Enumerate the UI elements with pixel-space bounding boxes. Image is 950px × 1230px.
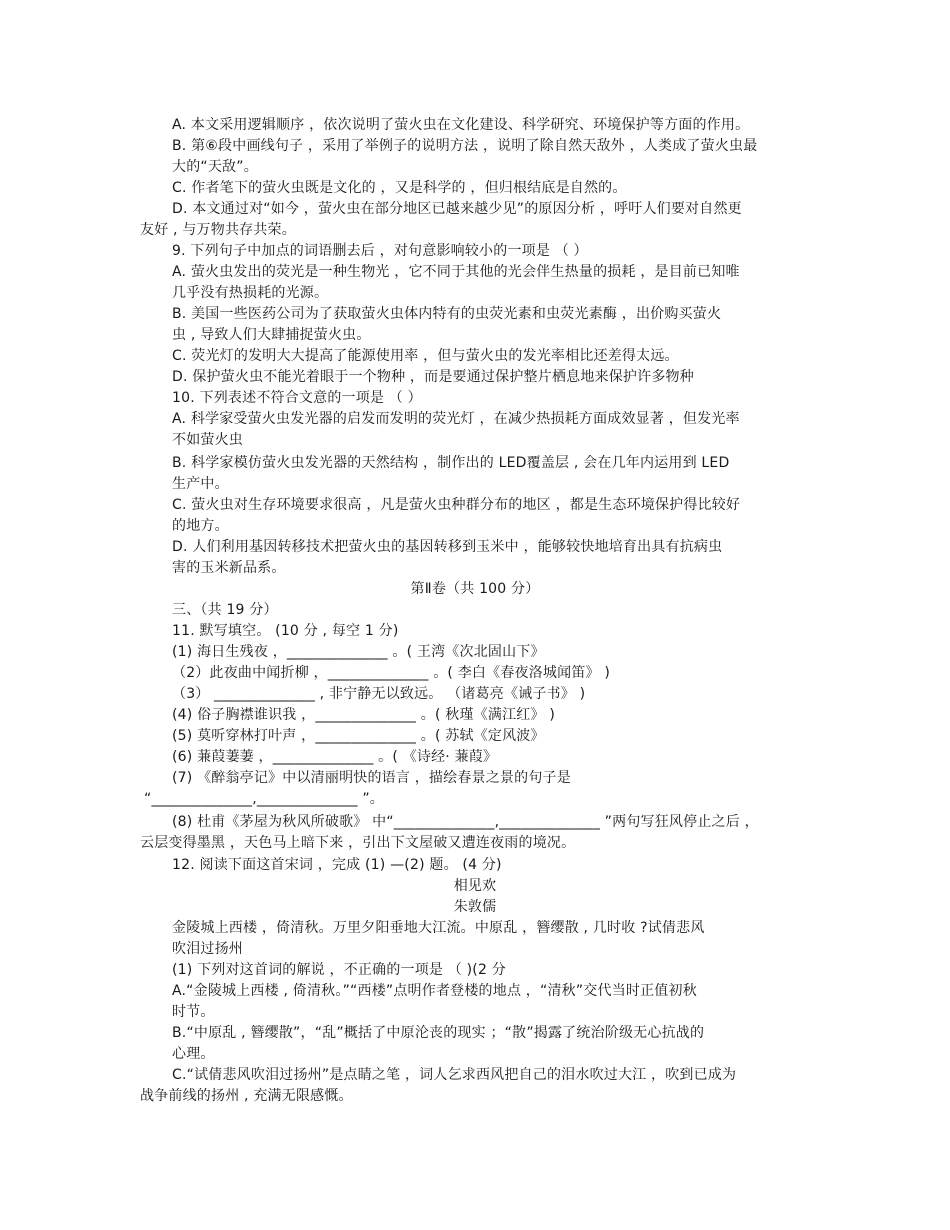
q12-option-c-cont: 战争前线的扬州 , 充满无限感慨。 [140, 1088, 353, 1104]
q11-item-5: (5) 莫听穿林打叶声 ，______________ 。( 苏轼《定风波》 [172, 728, 545, 744]
section-three-heading: 三、（共 19 分） [172, 602, 278, 618]
part-two-title: 第Ⅱ卷（共 100 分） [410, 581, 540, 597]
q11-item-7: (7) 《醉翁亭记》中以清丽明快的语言 ，描绘春景之景的句子是 [172, 770, 571, 786]
q12-option-b-cont: 心理。 [172, 1046, 215, 1062]
q12-option-c: C.“试倩悲风吹泪过扬州”是点睛之笔 ，词人乞求西风把自己的泪水吹过大江 ，吹到已成为 [172, 1067, 737, 1083]
q11-item-4: (4) 俗子胸襟谁识我 ，______________ 。( 秋瑾《满江红》 ) [172, 707, 556, 723]
q8-option-b: B. 第⑥段中画线句子 ，采用了举例子的说明方法 ，说明了除自然天敌外 ，人类成了萤火虫最 [172, 138, 758, 154]
q8-option-b-cont: 大的“天敌”。 [172, 159, 258, 175]
q10-option-c: C. 萤火虫对生存环境要求很高 ，凡是萤火虫种群分布的地区 ，都是生态环境保护得比较好 [172, 497, 741, 513]
q12-option-a: A.“金陵城上西楼 , 倚清秋。”“西楼”点明作者登楼的地点 ，“清秋”交代当时正值初秋 [172, 983, 697, 999]
q11-item-1: (1) 海日生残夜 ，______________ 。( 王湾《次北固山下》 [172, 644, 545, 660]
q11-item-8: (8) 杜甫《茅屋为秋风所破歌》 中“______________,______________ ”两句写狂风停止之后 ， [172, 814, 759, 830]
q10-option-d: D. 人们利用基因转移技术把萤火虫的基因转移到玉米中 ，能够较快地培育出具有抗病虫 [172, 539, 723, 555]
q12-stem: 12. 阅读下面这首宋词 ，完成 (1) —(2) 题。 (4 分) [172, 857, 502, 873]
q9-option-b-cont: 虫 , 导致人们大肆捕捉萤火虫。 [172, 327, 371, 343]
q9-stem: 9. 下列句子中加点的词语删去后 ，对句意影响较小的一项是 （ ） [172, 243, 588, 259]
q8-option-d: D. 本文通过对“如今 ，萤火虫在部分地区已越来越少见”的原因分析 ，呼吁人们要对自然更 [172, 201, 742, 217]
poem-text-cont: 吹泪过扬州 [172, 941, 243, 957]
q9-option-c: C. 荧光灯的发明大大提高了能源使用率 ，但与萤火虫的发光率相比还差得太远。 [172, 348, 679, 364]
q8-option-c: C. 作者笔下的萤火虫既是文化的 ，又是科学的 ，但归根结底是自然的。 [172, 180, 627, 196]
q12-option-b: B.“中原乱 , 簪缨散”，“乱”概括了中原沦丧的现实 ；“散”揭露了统治阶级无心抗战的 [172, 1025, 705, 1041]
q11-item-8-cont: 云层变得墨黑 ，天色马上暗下来 ，引出下文屋破又遭连夜雨的境况。 [140, 835, 576, 851]
q10-option-b: B. 科学家模仿萤火虫发光器的天然结构 ，制作出的 LED覆盖层 , 会在几年内运用到 LED [172, 455, 730, 471]
q10-option-d-cont: 害的玉米新品系。 [172, 560, 286, 576]
q11-stem: 11. 默写填空。 (10 分 , 每空 1 分) [172, 623, 399, 639]
poem-text: 金陵城上西楼 ，倚清秋。万里夕阳垂地大江流。中原乱 ，簪缨散 , 几时收 ?试倩悲风 [172, 920, 705, 936]
q8-option-a: A. 本文采用逻辑顺序 ，依次说明了萤火虫在文化建设、科学研究、环境保护等方面的作用。 [172, 117, 750, 133]
q9-option-b: B. 美国一些医药公司为了获取萤火虫体内特有的虫荧光素和虫荧光素酶 ，出价购买萤火 [172, 306, 722, 322]
q10-option-c-cont: 的地方。 [172, 518, 229, 534]
q11-item-7-blanks: “______________,______________ ”。 [144, 791, 385, 807]
q8-option-d-cont: 友好 , 与万物共存共荣。 [140, 222, 296, 238]
q9-option-d: D. 保护萤火虫不能光着眼于一个物种 ，而是要通过保护整片栖息地来保护许多物种 [172, 369, 694, 385]
q12-sub-question-1: (1) 下列对这首词的解说 ，不正确的一项是 （ )(2 分 [172, 962, 506, 978]
poem-title: 相见欢 [453, 878, 497, 894]
q10-option-a-cont: 不如萤火虫 [172, 432, 243, 448]
q11-item-6: (6) 蒹葭萋萋 ，______________ 。( 《诗经· 蒹葭》 [172, 749, 498, 765]
q9-option-a: A. 萤火虫发出的荧光是一种生物光 ，它不同于其他的光会伴生热量的损耗 ，是目前已知唯 [172, 264, 740, 280]
poem-author: 朱敦儒 [453, 899, 497, 915]
q9-option-a-cont: 几乎没有热损耗的光源。 [172, 285, 329, 301]
q12-option-a-cont: 时节。 [172, 1004, 215, 1020]
q10-option-b-cont: 生产中。 [172, 476, 229, 492]
q10-stem: 10. 下列表述不符合文意的一项是 （ ） [172, 390, 422, 406]
q11-item-3: （3） ______________ , 非宁静无以致远。 （诸葛亮《诫子书》 ) [172, 686, 586, 702]
q10-option-a: A. 科学家受萤火虫发光器的启发而发明的荧光灯 ，在减少热损耗方面成效显著 ，但发光率 [172, 411, 740, 427]
q11-item-2: （2）此夜曲中闻折柳 ，______________ 。( 李白《春夜洛城闻笛》 ) [172, 665, 611, 681]
